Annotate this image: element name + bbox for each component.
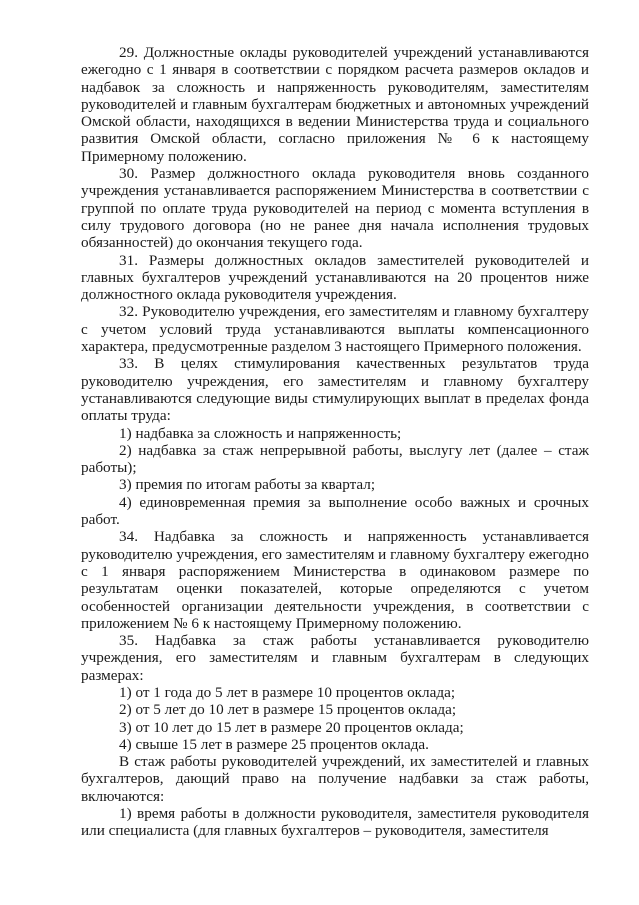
list-item: 3) от 10 лет до 15 лет в размере 20 процентов оклада; [119, 718, 464, 736]
paragraph-stazh: В стаж работы руководителей учреждений, их заместителей и главных бухгалтеров, дающий право на получение надбавки за стаж работы, включаются: [81, 753, 589, 805]
paragraph-35: 35. Надбавка за стаж работы устанавливается руководителю учреждения, его заместителям и главным бухгалтерам в следующих размерах: [81, 632, 589, 684]
list-item: 2) надбавка за стаж непрерывной работы, выслугу лет (далее – стаж работы); [81, 441, 589, 477]
paragraph-33: 33. В целях стимулирования качественных результатов труда руководителю учреждения, его заместителям и главному бухгалтеру устанавливаются следующие виды стимулирующих выплат в пределах фонда оплаты труда: [81, 355, 589, 425]
document-body [81, 44, 589, 840]
list-item: 1) время работы в должности руководителя, заместителя руководителя или специалиста (для главных бухгалтеров – руководителя, заместителя [81, 805, 589, 840]
paragraph-34: 34. Надбавка за сложность и напряженность устанавливается руководителю учреждения, его заместителям и главному бухгалтеру ежегодно с 1 января распоряжением Министерства в одинаковом размере по результатам оценки показателей, которые определяются с учетом особенностей организации деятельности учреждения, в соответствии с приложением № 6 к настоящему Примерному положению. [81, 528, 589, 632]
paragraph-31: 31. Размеры должностных окладов заместителей руководителей и главных бухгалтеров учреждений устанавливаются на 20 процентов ниже должностного оклада руководителя учреждения. [81, 251, 589, 304]
paragraph-29: 29. Должностные оклады руководителей учреждений устанавливаются ежегодно с 1 января в соответствии с порядком расчета размеров окладов и надбавок за сложность и напряженность руководителям, заместителям руководителей и главным бухгалтерам бюджетных и автономных учреждений Омской области, находящихся в ведении Министерства труда и социального развития Омской области, согласно приложения № 6 к настоящему Примерному положению. [81, 44, 589, 165]
paragraph-32: 32. Руководителю учреждения, его заместителям и главному бухгалтеру с учетом условий труда устанавливаются выплаты компенсационного характера, предусмотренные разделом 3 настоящего Примерного положения. [81, 303, 589, 356]
list-item: 3) премия по итогам работы за квартал; [119, 476, 376, 494]
list-item: 1) надбавка за сложность и напряженность; [119, 424, 402, 442]
list-item: 4) единовременная премия за выполнение особо важных и срочных работ. [81, 493, 589, 529]
list-item: 2) от 5 лет до 10 лет в размере 15 процентов оклада; [119, 701, 457, 719]
list-item: 1) от 1 года до 5 лет в размере 10 процентов оклада; [119, 683, 456, 701]
paragraph-30: 30. Размер должностного оклада руководителя вновь созданного учреждения устанавливается распоряжением Министерства в соответствии с группой по оплате труда руководителей на период с момента вступления в силу трудового договора (но не ранее дня начала исполнения трудовых обязанностей) до окончания текущего года. [81, 165, 589, 252]
list-item: 4) свыше 15 лет в размере 25 процентов оклада. [119, 735, 429, 753]
